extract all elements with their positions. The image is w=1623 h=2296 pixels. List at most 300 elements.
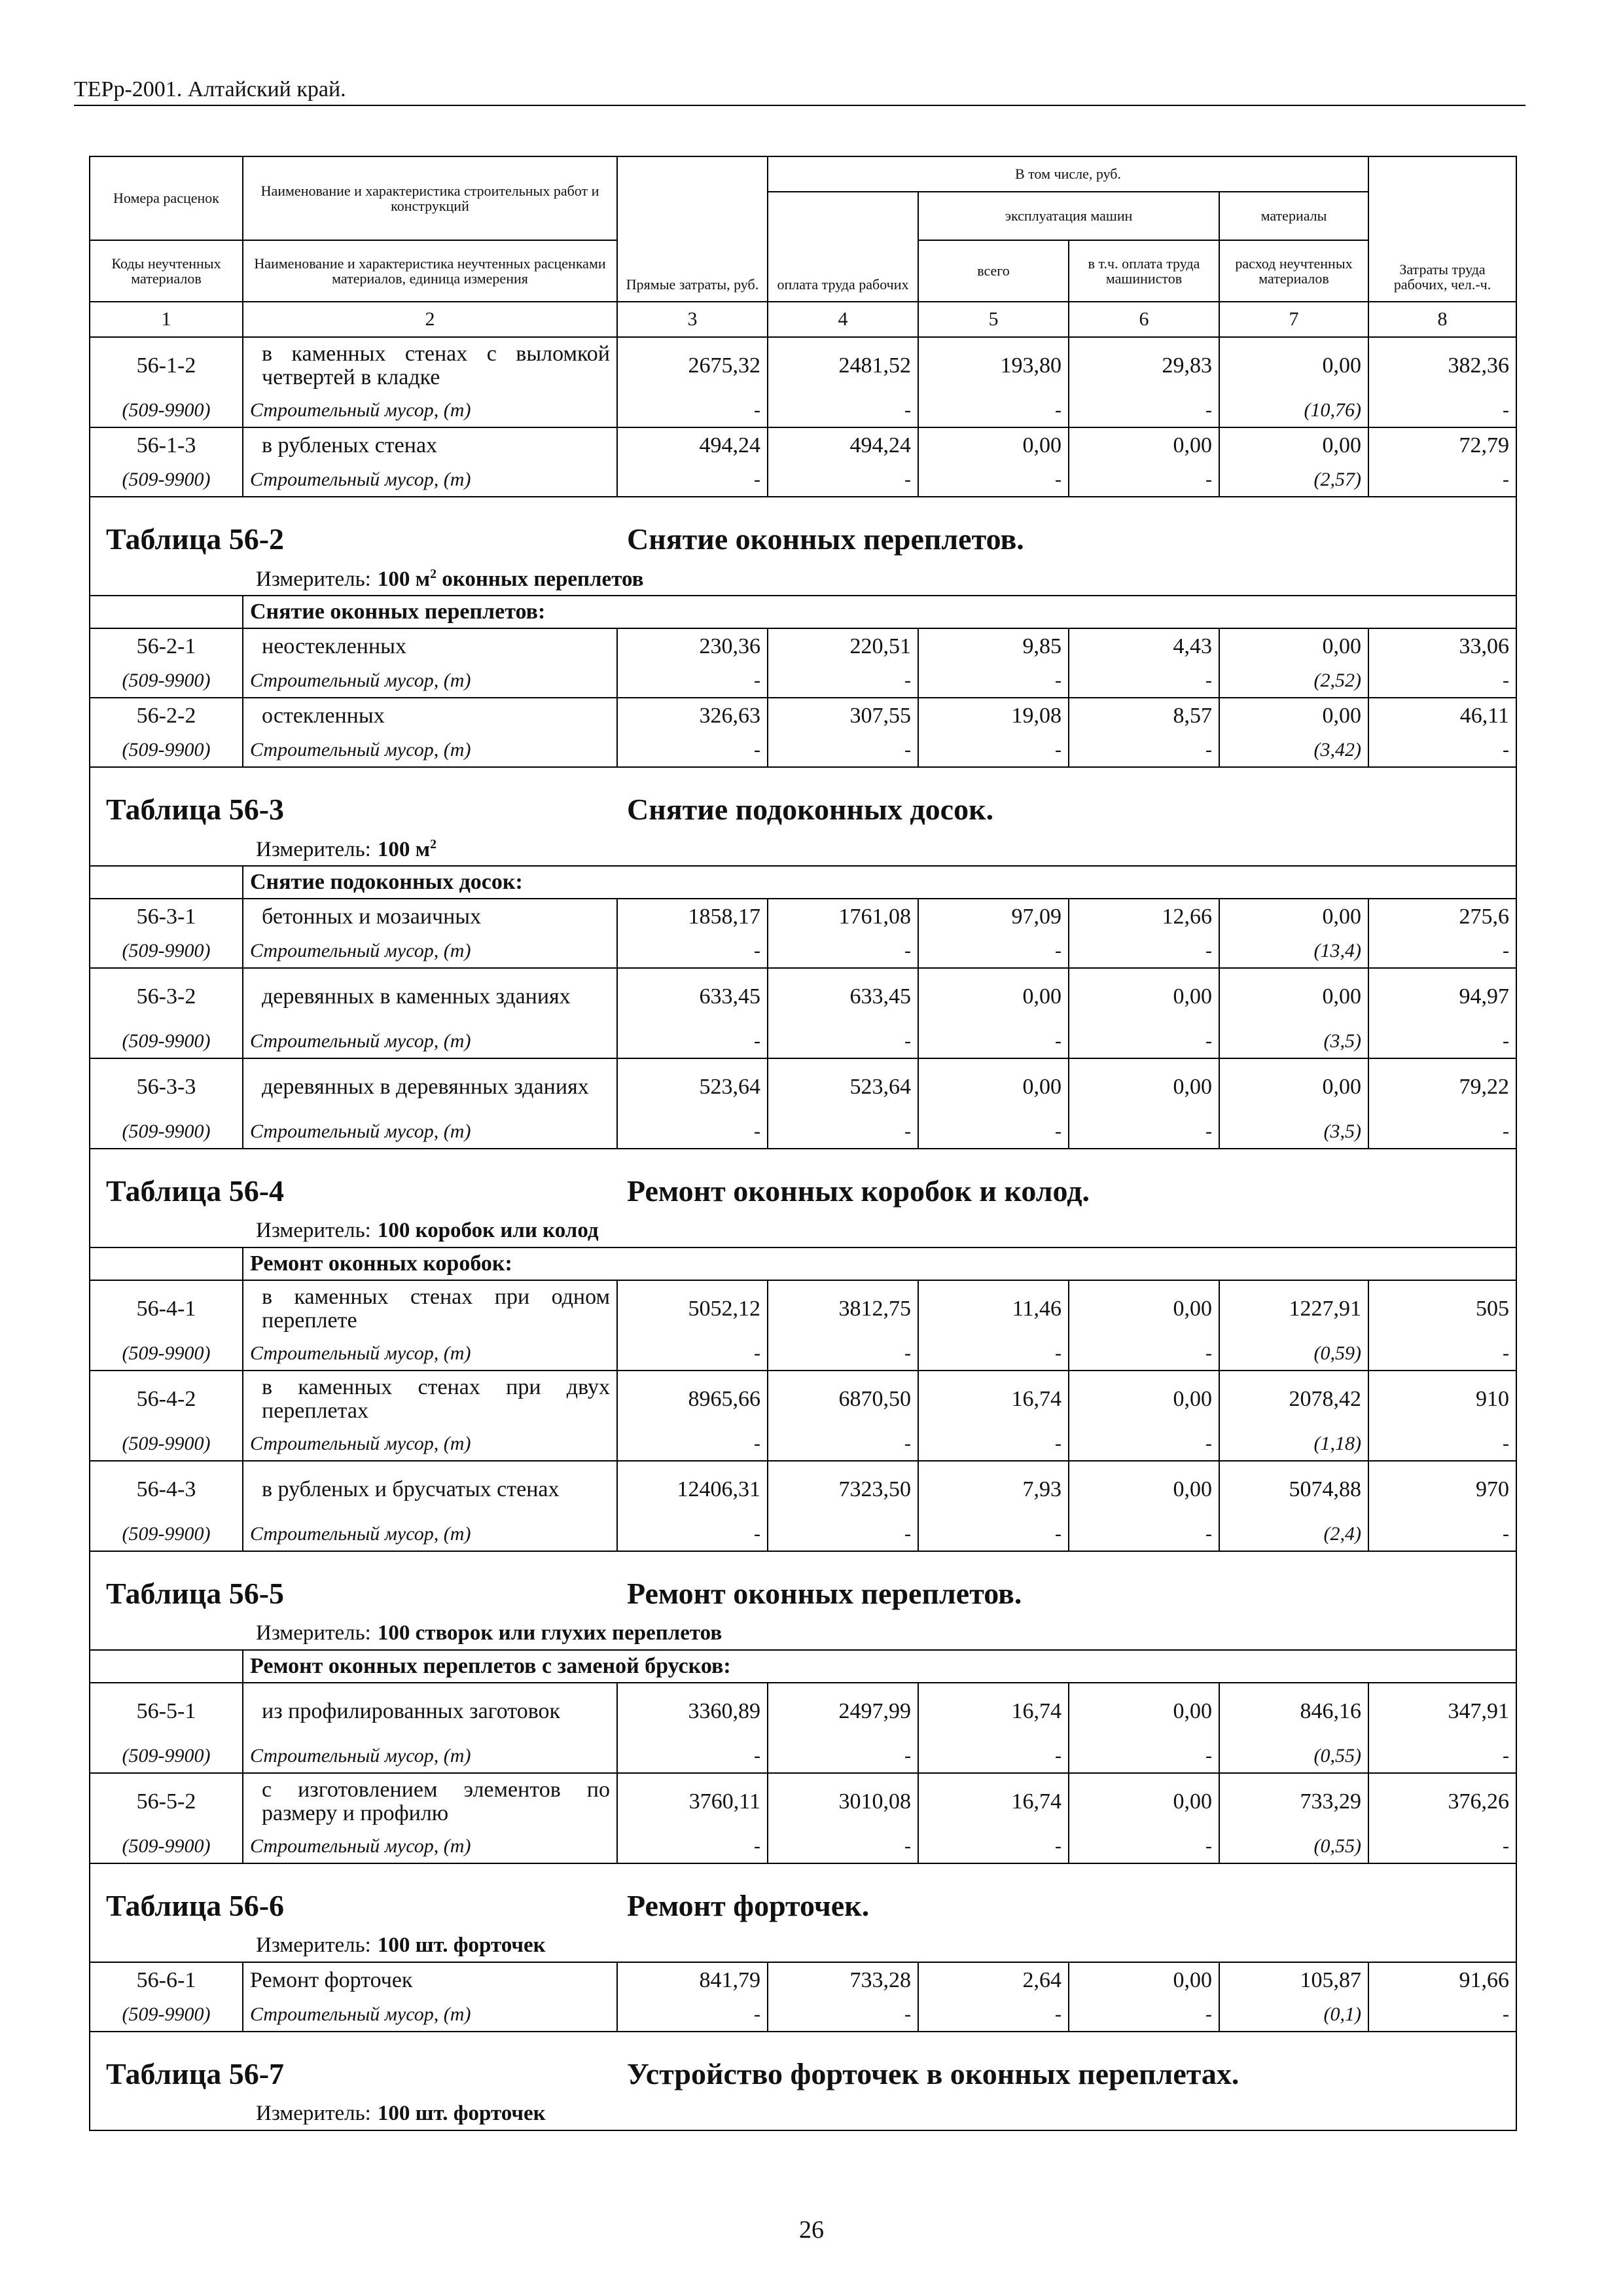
value-cell: 523,64 [617,1058,768,1115]
measure-value: 100 шт. форточек [377,1933,546,1957]
material-value: - [1368,1829,1516,1863]
material-code: (509-9900) [90,463,243,497]
rate-code: 56-4-3 [90,1461,243,1517]
material-value: - [768,733,918,767]
value-cell: 91,66 [1368,1962,1516,1998]
measure-row [90,1215,1516,1247]
measure-row [90,1929,1516,1962]
header-rule [74,105,1525,106]
measure-label: Измеритель: [256,1621,371,1645]
material-row [90,1115,1516,1149]
value-cell: 220,51 [768,628,918,664]
value-cell: 0,00 [918,968,1069,1024]
material-name: Строительный мусор, (т) [243,733,617,767]
table-title-cell [90,1551,1516,1617]
value-cell: 8,57 [1069,698,1219,733]
material-name: Строительный мусор, (т) [243,1998,617,2032]
material-value: - [617,1517,768,1551]
material-code: (509-9900) [90,393,243,427]
measure-row [90,563,1516,596]
table-row [90,427,1516,463]
material-value: - [617,934,768,968]
measure-value: 100 м [377,567,431,591]
material-value: - [768,1517,918,1551]
rate-code: 56-4-1 [90,1280,243,1336]
value-cell: 3360,89 [617,1683,768,1739]
value-cell: 12,66 [1069,899,1219,934]
value-cell: 33,06 [1368,628,1516,664]
section-title: Снятие оконных переплетов: [243,596,1516,628]
material-value: - [918,1739,1069,1773]
material-row [90,1427,1516,1461]
material-name: Строительный мусор, (т) [243,1115,617,1149]
section-empty [90,1650,243,1683]
material-name: Строительный мусор, (т) [243,1517,617,1551]
material-value: (2,57) [1219,463,1368,497]
material-value: - [768,1998,918,2032]
material-value: - [768,1829,918,1863]
rate-name: деревянных в деревянных зданиях [243,1058,617,1115]
material-value: - [617,1427,768,1461]
material-value: - [1069,934,1219,968]
material-row [90,463,1516,497]
value-cell: 3760,11 [617,1773,768,1829]
material-value: - [918,393,1069,427]
value-cell: 0,00 [1069,968,1219,1024]
material-code: (509-9900) [90,1427,243,1461]
value-cell: 0,00 [1219,899,1368,934]
material-name: Строительный мусор, (т) [243,664,617,698]
value-cell: 505 [1368,1280,1516,1336]
material-name: Строительный мусор, (т) [243,1829,617,1863]
material-value: - [1368,934,1516,968]
table-number: Таблица 56-4 [106,1174,285,1208]
table-number: Таблица 56-6 [106,1889,285,1922]
table-number: Таблица 56-7 [106,2057,285,2090]
material-value: (2,52) [1219,664,1368,698]
col-num: 1 [90,302,243,337]
value-cell: 3812,75 [768,1280,918,1336]
section-row [90,596,1516,628]
value-cell: 275,6 [1368,899,1516,934]
value-cell: 29,83 [1069,337,1219,393]
material-value: - [617,1115,768,1149]
material-value: - [768,393,918,427]
value-cell: 0,00 [1069,1371,1219,1427]
value-cell: 9,85 [918,628,1069,664]
rate-code: 56-3-2 [90,968,243,1024]
material-value: - [918,1998,1069,2032]
value-cell: 0,00 [1069,1461,1219,1517]
section-empty [90,1247,243,1280]
measure-label: Измеритель: [256,1933,371,1957]
material-value: - [1368,664,1516,698]
table-row [90,337,1516,393]
material-value: - [1368,1024,1516,1058]
table-row [90,1461,1516,1517]
material-value: - [1368,1998,1516,2032]
table-title-row [90,1551,1516,1617]
table-title-cell [90,1149,1516,1215]
section-row [90,866,1516,899]
material-value: (0,55) [1219,1739,1368,1773]
section-title: Ремонт оконных коробок: [243,1247,1516,1280]
value-cell: 0,00 [918,1058,1069,1115]
col-num: 5 [918,302,1069,337]
section-row [90,1247,1516,1280]
material-value: - [617,393,768,427]
material-value: - [1069,463,1219,497]
material-value: (13,4) [1219,934,1368,968]
value-cell: 0,00 [1219,968,1368,1024]
material-code: (509-9900) [90,1998,243,2032]
col-codes-unaccounted: Коды неучтенных материалов [90,240,243,302]
value-cell: 382,36 [1368,337,1516,393]
table-row [90,1280,1516,1336]
measure-cell [90,1929,1516,1962]
table-name: Ремонт форточек. [627,1889,870,1922]
material-name: Строительный мусор, (т) [243,463,617,497]
measure-value: 100 м [377,837,431,861]
material-value: - [768,1115,918,1149]
value-cell: 7,93 [918,1461,1069,1517]
measure-cell [90,1617,1516,1650]
value-cell: 4,43 [1069,628,1219,664]
material-row [90,1998,1516,2032]
col-incl-operator-pay: в т.ч. оплата труда машинистов [1069,240,1219,302]
value-cell: 5074,88 [1219,1461,1368,1517]
value-cell: 733,29 [1219,1773,1368,1829]
measure-value: 100 створок или глухих переплетов [377,1621,722,1645]
table-name: Ремонт оконных переплетов. [627,1577,1022,1610]
table-title-row [90,2032,1516,2098]
material-value: - [617,1739,768,1773]
value-cell: 0,00 [1219,427,1368,463]
value-cell: 105,87 [1219,1962,1368,1998]
measure-value: 100 коробок или колод [377,1219,599,1242]
measure-cell [90,2098,1516,2130]
material-value: (3,5) [1219,1115,1368,1149]
value-cell: 376,26 [1368,1773,1516,1829]
material-value: - [1069,1829,1219,1863]
rate-name: Ремонт форточек [243,1962,617,1998]
table-row [90,1773,1516,1829]
table-title [90,1864,1516,1929]
material-value: - [768,1427,918,1461]
material-code: (509-9900) [90,1739,243,1773]
section-empty [90,596,243,628]
measure-row [90,1617,1516,1650]
value-cell: 7323,50 [768,1461,918,1517]
table-row [90,1371,1516,1427]
material-value: (3,42) [1219,733,1368,767]
rate-code: 56-1-3 [90,427,243,463]
material-value: - [768,463,918,497]
value-cell: 0,00 [1219,628,1368,664]
col-num: 7 [1219,302,1368,337]
material-value: - [1368,393,1516,427]
value-cell: 97,09 [918,899,1069,934]
rate-name: с изготовлением элементов по размеру и профилю [243,1773,617,1829]
material-value: - [918,463,1069,497]
material-name: Строительный мусор, (т) [243,393,617,427]
measure-superscript: 2 [430,836,437,852]
value-cell: 16,74 [918,1683,1069,1739]
material-value: - [1069,1336,1219,1371]
value-cell: 0,00 [1069,427,1219,463]
material-value: (2,4) [1219,1517,1368,1551]
col-num: 4 [768,302,918,337]
table-name: Ремонт оконных коробок и колод. [627,1174,1090,1208]
measure-tail: оконных переплетов [436,567,644,591]
material-value: - [1069,1739,1219,1773]
material-value: (0,59) [1219,1336,1368,1371]
value-cell: 326,63 [617,698,768,733]
material-code: (509-9900) [90,1336,243,1371]
table-row [90,1058,1516,1115]
rate-name: остекленных [243,698,617,733]
material-value: - [1368,1739,1516,1773]
table-title [90,1552,1516,1617]
material-value: (0,1) [1219,1998,1368,2032]
value-cell: 11,46 [918,1280,1069,1336]
value-cell: 841,79 [617,1962,768,1998]
material-value: - [918,934,1069,968]
material-value: - [1069,664,1219,698]
measure-row [90,2098,1516,2130]
material-name: Строительный мусор, (т) [243,934,617,968]
material-value: - [617,1998,768,2032]
table-title-cell [90,1863,1516,1929]
value-cell: 16,74 [918,1773,1069,1829]
table-title-cell [90,2032,1516,2098]
material-value: (3,5) [1219,1024,1368,1058]
table-title [90,768,1516,833]
value-cell: 0,00 [918,427,1069,463]
material-name: Строительный мусор, (т) [243,1427,617,1461]
value-cell: 230,36 [617,628,768,664]
value-cell: 0,00 [1219,698,1368,733]
value-cell: 72,79 [1368,427,1516,463]
value-cell: 2078,42 [1219,1371,1368,1427]
material-value: - [1368,1427,1516,1461]
material-code: (509-9900) [90,1829,243,1863]
table-title-row [90,1863,1516,1929]
rate-name: в каменных стенах при двух переплетах [243,1371,617,1427]
value-cell: 970 [1368,1461,1516,1517]
value-cell: 307,55 [768,698,918,733]
material-value: - [617,1336,768,1371]
value-cell: 8965,66 [617,1371,768,1427]
material-value: - [1368,1517,1516,1551]
material-value: - [1368,733,1516,767]
col-labor-costs: Затраты труда рабочих, чел.-ч. [1368,156,1516,302]
material-name: Строительный мусор, (т) [243,1336,617,1371]
material-value: - [918,1517,1069,1551]
value-cell: 733,28 [768,1962,918,1998]
value-cell: 94,97 [1368,968,1516,1024]
value-cell: 910 [1368,1371,1516,1427]
value-cell: 19,08 [918,698,1069,733]
measure-label: Измеритель: [256,2102,371,2125]
col-unaccounted-consumption: расход неучтенных материалов [1219,240,1368,302]
measure-value: 100 шт. форточек [377,2102,546,2125]
value-cell: 494,24 [617,427,768,463]
measure-superscript: 2 [430,566,437,581]
col-direct-costs: Прямые затраты, руб. [617,156,768,302]
table-title-cell [90,767,1516,833]
table-title-cell [90,497,1516,563]
rate-name: в рубленых стенах [243,427,617,463]
col-materials-name: Наименование и характеристика неучтенных расценками материалов, единица измерения [243,240,617,302]
rate-name: деревянных в каменных зданиях [243,968,617,1024]
rate-code: 56-5-1 [90,1683,243,1739]
rate-code: 56-1-2 [90,337,243,393]
rate-code: 56-2-1 [90,628,243,664]
value-cell: 523,64 [768,1058,918,1115]
value-cell: 2481,52 [768,337,918,393]
value-cell: 633,45 [617,968,768,1024]
measure-label: Измеритель: [256,837,371,861]
measure-label: Измеритель: [256,567,371,591]
material-row [90,1336,1516,1371]
material-value: - [1069,733,1219,767]
table-name: Снятие подоконных досок. [627,793,994,826]
value-cell: 3010,08 [768,1773,918,1829]
col-total: всего [918,240,1069,302]
material-row [90,393,1516,427]
material-value: - [768,934,918,968]
material-row [90,664,1516,698]
material-value: - [1069,1115,1219,1149]
table-name: Устройство форточек в оконных переплетах. [627,2057,1240,2090]
table-row [90,628,1516,664]
rate-code: 56-2-2 [90,698,243,733]
table-row [90,1683,1516,1739]
material-value: - [617,733,768,767]
section-empty [90,866,243,899]
material-name: Строительный мусор, (т) [243,1739,617,1773]
material-value: - [1368,463,1516,497]
table-row [90,968,1516,1024]
measure-cell [90,833,1516,866]
value-cell: 494,24 [768,427,918,463]
material-value: - [1069,1998,1219,2032]
material-value: - [918,733,1069,767]
material-value: - [918,1115,1069,1149]
table-title [90,497,1516,563]
table-title-row [90,767,1516,833]
value-cell: 2497,99 [768,1683,918,1739]
material-value: - [617,1829,768,1863]
value-cell: 0,00 [1219,1058,1368,1115]
rate-name: в каменных стенах с выломкой четвертей в кладке [243,337,617,393]
value-cell: 0,00 [1069,1773,1219,1829]
table-number: Таблица 56-2 [106,522,285,556]
value-cell: 633,45 [768,968,918,1024]
material-row [90,1517,1516,1551]
rate-name: неостекленных [243,628,617,664]
measure-cell [90,1215,1516,1247]
col-num: 3 [617,302,768,337]
material-value: - [617,1024,768,1058]
value-cell: 0,00 [1069,1280,1219,1336]
table-row [90,1962,1516,1998]
material-value: - [768,1739,918,1773]
table-title [90,1149,1516,1215]
col-materials: материалы [1219,192,1368,240]
value-cell: 347,91 [1368,1683,1516,1739]
value-cell: 0,00 [1069,1058,1219,1115]
rate-code: 56-6-1 [90,1962,243,1998]
material-code: (509-9900) [90,664,243,698]
measure-cell [90,563,1516,596]
value-cell: 6870,50 [768,1371,918,1427]
material-value: - [1069,393,1219,427]
value-cell: 1227,91 [1219,1280,1368,1336]
material-row [90,1024,1516,1058]
value-cell: 1858,17 [617,899,768,934]
material-value: (0,55) [1219,1829,1368,1863]
value-cell: 79,22 [1368,1058,1516,1115]
table-title-row [90,1149,1516,1215]
material-code: (509-9900) [90,934,243,968]
material-row [90,1829,1516,1863]
material-value: - [617,664,768,698]
table-title-row [90,497,1516,563]
value-cell: 5052,12 [617,1280,768,1336]
page-number: 26 [799,2216,824,2244]
rate-name: в рубленых и брусчатых стенах [243,1461,617,1517]
material-row [90,733,1516,767]
rate-code: 56-3-3 [90,1058,243,1115]
section-row [90,1650,1516,1683]
section-title: Снятие подоконных досок: [243,866,1516,899]
material-value: - [918,1024,1069,1058]
rate-code: 56-3-1 [90,899,243,934]
rates-table [89,156,1517,2131]
material-value: - [1069,1517,1219,1551]
material-code: (509-9900) [90,1024,243,1058]
value-cell: 2675,32 [617,337,768,393]
table-number: Таблица 56-3 [106,793,285,826]
col-machine-operation: эксплуатация машин [918,192,1219,240]
value-cell: 846,16 [1219,1683,1368,1739]
table-number: Таблица 56-5 [106,1577,285,1610]
material-value: - [1368,1115,1516,1149]
material-value: - [1368,1336,1516,1371]
rate-name: бетонных и мозаичных [243,899,617,934]
page-header: ТЕРр-2001. Алтайский край. [74,77,346,101]
measure-row [90,833,1516,866]
material-value: - [1069,1024,1219,1058]
rate-name: в каменных стенах при одном переплете [243,1280,617,1336]
material-value: - [768,664,918,698]
material-value: - [918,1427,1069,1461]
material-value: - [768,1024,918,1058]
col-num: 6 [1069,302,1219,337]
value-cell: 16,74 [918,1371,1069,1427]
rate-name: из профилированных заготовок [243,1683,617,1739]
col-including: В том числе, руб. [768,156,1368,192]
measure-label: Измеритель: [256,1219,371,1242]
value-cell: 46,11 [1368,698,1516,733]
material-code: (509-9900) [90,1115,243,1149]
value-cell: 193,80 [918,337,1069,393]
col-num: 8 [1368,302,1516,337]
material-code: (509-9900) [90,733,243,767]
material-name: Строительный мусор, (т) [243,1024,617,1058]
